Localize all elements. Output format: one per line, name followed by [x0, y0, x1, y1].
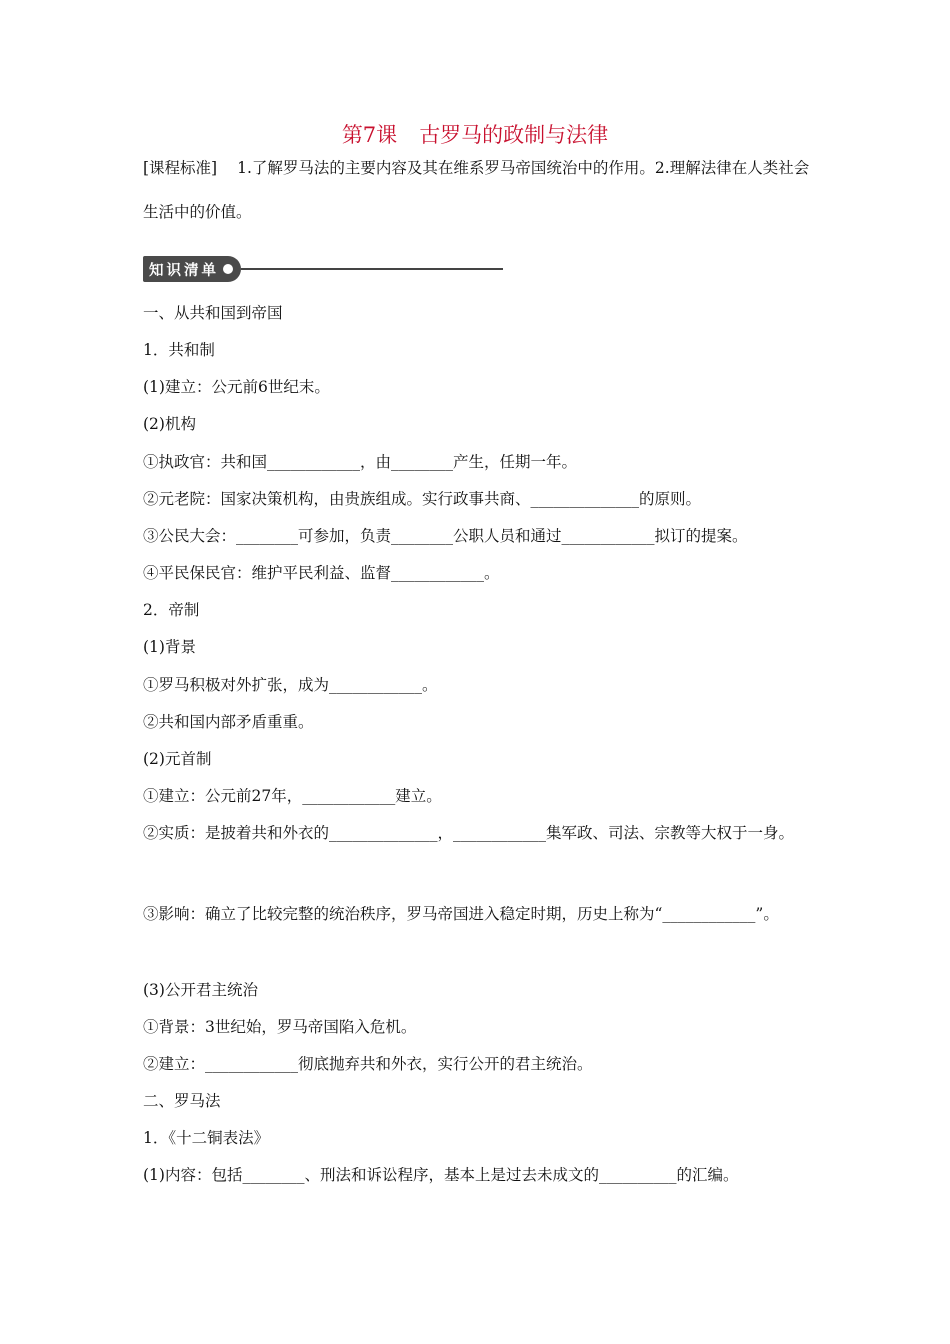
bullet-dot-icon — [223, 264, 233, 274]
banner-label-box — [143, 256, 241, 282]
content-line: 二、罗马法 — [143, 1092, 221, 1110]
content-line: ②实质：是披着共和外衣的______________，____________集军政、司法、宗教等大权于一身。 — [143, 824, 795, 842]
content-line: ①执政官：共和国____________，由________产生，任期一年。 — [143, 453, 578, 471]
content-line: 2．帝制 — [143, 601, 200, 619]
content-line: ②建立：____________彻底抛弃共和外衣，实行公开的君主统治。 — [143, 1055, 593, 1073]
lesson-number: 第7课 — [341, 123, 398, 147]
content-line: (1)内容：包括________、刑法和诉讼程序，基本上是过去未成文的__________的汇编。 — [143, 1166, 739, 1184]
section-banner — [143, 255, 503, 283]
course-standard-text: 1.了解罗马法的主要内容及其在维系罗马帝国统治中的作用。2.理解法律在人类社会生活中的价值。 — [143, 159, 810, 221]
content-line: ①背景：3世纪始，罗马帝国陷入危机。 — [143, 1018, 417, 1036]
content-line: (2)元首制 — [143, 750, 212, 768]
content-line: (1)背景 — [143, 638, 196, 656]
course-standard — [143, 146, 815, 234]
content-line: 1．共和制 — [143, 341, 215, 359]
content-line: ②元老院：国家决策机构，由贵族组成。实行政事共商、______________的原则。 — [143, 490, 702, 508]
content-line: (1)建立：公元前6世纪末。 — [143, 378, 330, 396]
content-line: (3)公开君主统治 — [143, 981, 258, 999]
content-line: ④平民保民官：维护平民利益、监督____________。 — [143, 564, 500, 582]
banner-rule — [241, 268, 503, 270]
content-line: 1．《十二铜表法》 — [143, 1129, 270, 1147]
lesson-name: 古罗马的政制与法律 — [419, 123, 609, 147]
content-line: (2)机构 — [143, 415, 196, 433]
content-line: 一、从共和国到帝国 — [143, 304, 283, 322]
content-line: ①建立：公元前27年，____________建立。 — [143, 787, 442, 805]
banner-label: 知识清单 — [149, 262, 219, 279]
content-line: ③公民大会：________可参加，负责________公职人员和通过____________拟订的提案。 — [143, 527, 748, 545]
content-line: ②共和国内部矛盾重重。 — [143, 713, 314, 731]
content-line: ③影响：确立了比较完整的统治秩序，罗马帝国进入稳定时期，历史上称为“____________”。 — [143, 905, 779, 923]
course-standard-tag: [课程标准] — [143, 159, 218, 177]
content-line: ①罗马积极对外扩张，成为____________。 — [143, 676, 438, 694]
